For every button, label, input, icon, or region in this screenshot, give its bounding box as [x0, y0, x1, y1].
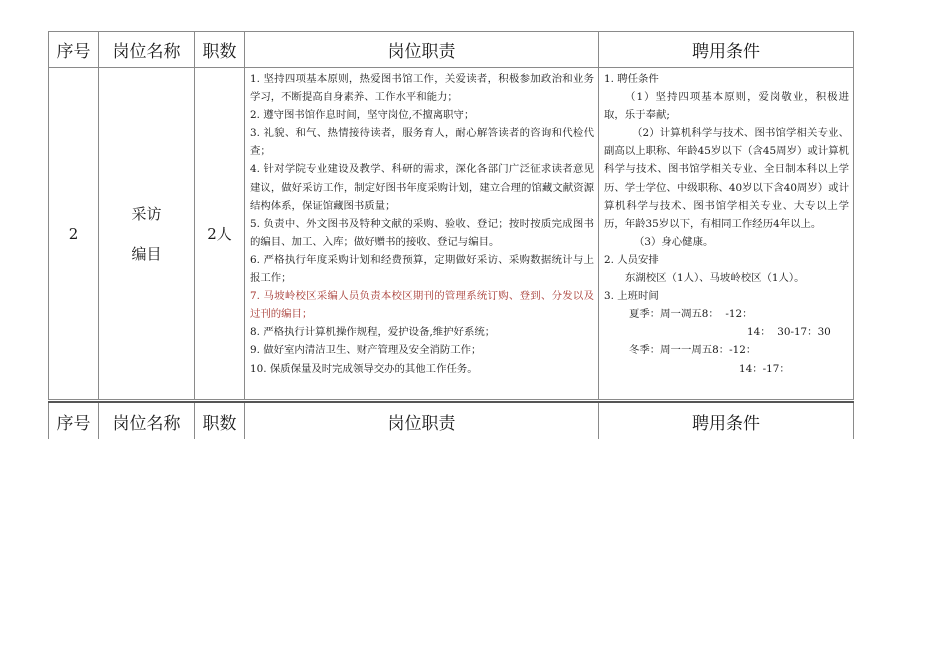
req-condition-2: （2）计算机科学与技术、图书馆学相关专业、副高以上职称、年龄45岁以下（含45周岁）或计算机科学与技术、图书馆学相关专业、全日制本科以上学历、学士学位、中级职称、40岁以下含40周岁）或计算机科学与技术、图书馆学相关专业、大专以上学历，年龄35岁以下，有相同工作经历4年以上。 [604, 127, 849, 230]
req-heading-staffing: 2. 人员安排 [604, 253, 659, 266]
row-name-line2: 编目 [131, 244, 162, 263]
req-condition-3: （3）身心健康。 [634, 235, 714, 248]
duty-item: 9. 做好室内清洁卫生、财产管理及安全消防工作； [250, 344, 482, 357]
req-winter-hours: 冬季：周一一周五8：-12： [629, 344, 757, 357]
duty-item: 1. 坚持四项基本原则，热爱图书馆工作，关爱读者，积极参加政治和业务学习，不断提高自身素养、工作水平和能力； [250, 73, 594, 104]
header-no: 序号 [49, 32, 99, 68]
header-row [49, 32, 854, 68]
duty-item: 2. 遵守图书馆作息时间，坚守岗位,不擅离职守； [250, 109, 475, 122]
header-duty: 岗位职责 [245, 402, 599, 439]
duty-item: 5. 负责中、外文图书及特种文献的采购、验收、登记；按时按质完成图书的编目、加工、入库；做好赠书的接收、登记与编目。 [250, 217, 594, 248]
duty-item-highlight: 7. 马坡岭校区采编人员负责本校区期刊的管理系统订购、登到、分发以及过刊的编目； [250, 290, 594, 321]
header-row [49, 402, 854, 439]
req-cell [599, 68, 854, 400]
header-req: 聘用条件 [599, 32, 854, 68]
repeated-header-table [48, 401, 854, 439]
header-no: 序号 [49, 402, 99, 439]
row-name [99, 68, 195, 400]
header-name: 岗位名称 [99, 402, 195, 439]
duty-item: 4. 针对学院专业建设及教学、科研的需求，深化各部门广泛征求读者意见建议，做好采访工作，制定好图书年度采购计划，建立合理的馆藏文献资源结构体系，保证馆藏图书质量； [250, 163, 594, 212]
duty-item: 3. 礼貌、和气、热情接待读者，服务育人，耐心解答读者的咨询和代检代查； [250, 127, 594, 158]
row-no: 2 [49, 68, 99, 400]
req-heading-conditions: 1. 聘任条件 [604, 73, 659, 85]
req-staffing: 东湖校区（1人）、马坡岭校区（1人）。 [625, 272, 805, 285]
req-heading-hours: 3. 上班时间 [604, 290, 659, 303]
req-winter-hours-pm: 14：-17： [739, 362, 790, 375]
req-summer-hours: 夏季：周一凋五8： -12： [629, 308, 753, 321]
row-name-line1: 采访 [131, 204, 162, 223]
header-duty: 岗位职责 [245, 32, 599, 68]
duty-item: 6. 严格执行年度采购计划和经费预算，定期做好采访、采购数据统计与上报工作； [250, 253, 594, 285]
duty-item: 8. 严格执行计算机操作规程，爱护设备,维护好系统； [250, 326, 496, 339]
duty-cell [245, 68, 599, 400]
req-condition-1: （1）坚持四项基本原则，爱岗敬业，积极进取，乐于奉献; [604, 91, 849, 122]
header-req: 聘用条件 [599, 402, 854, 439]
duty-item: 10. 保质保量及时完成领导交办的其他工作任务。 [250, 362, 478, 375]
header-count: 职数 [195, 402, 245, 439]
header-name: 岗位名称 [99, 32, 195, 68]
header-count: 职数 [195, 32, 245, 68]
job-table [48, 31, 854, 400]
row-count: 2人 [195, 68, 245, 400]
req-summer-hours-pm: 14： 30-17：30 [747, 326, 831, 339]
table-row [49, 68, 854, 400]
